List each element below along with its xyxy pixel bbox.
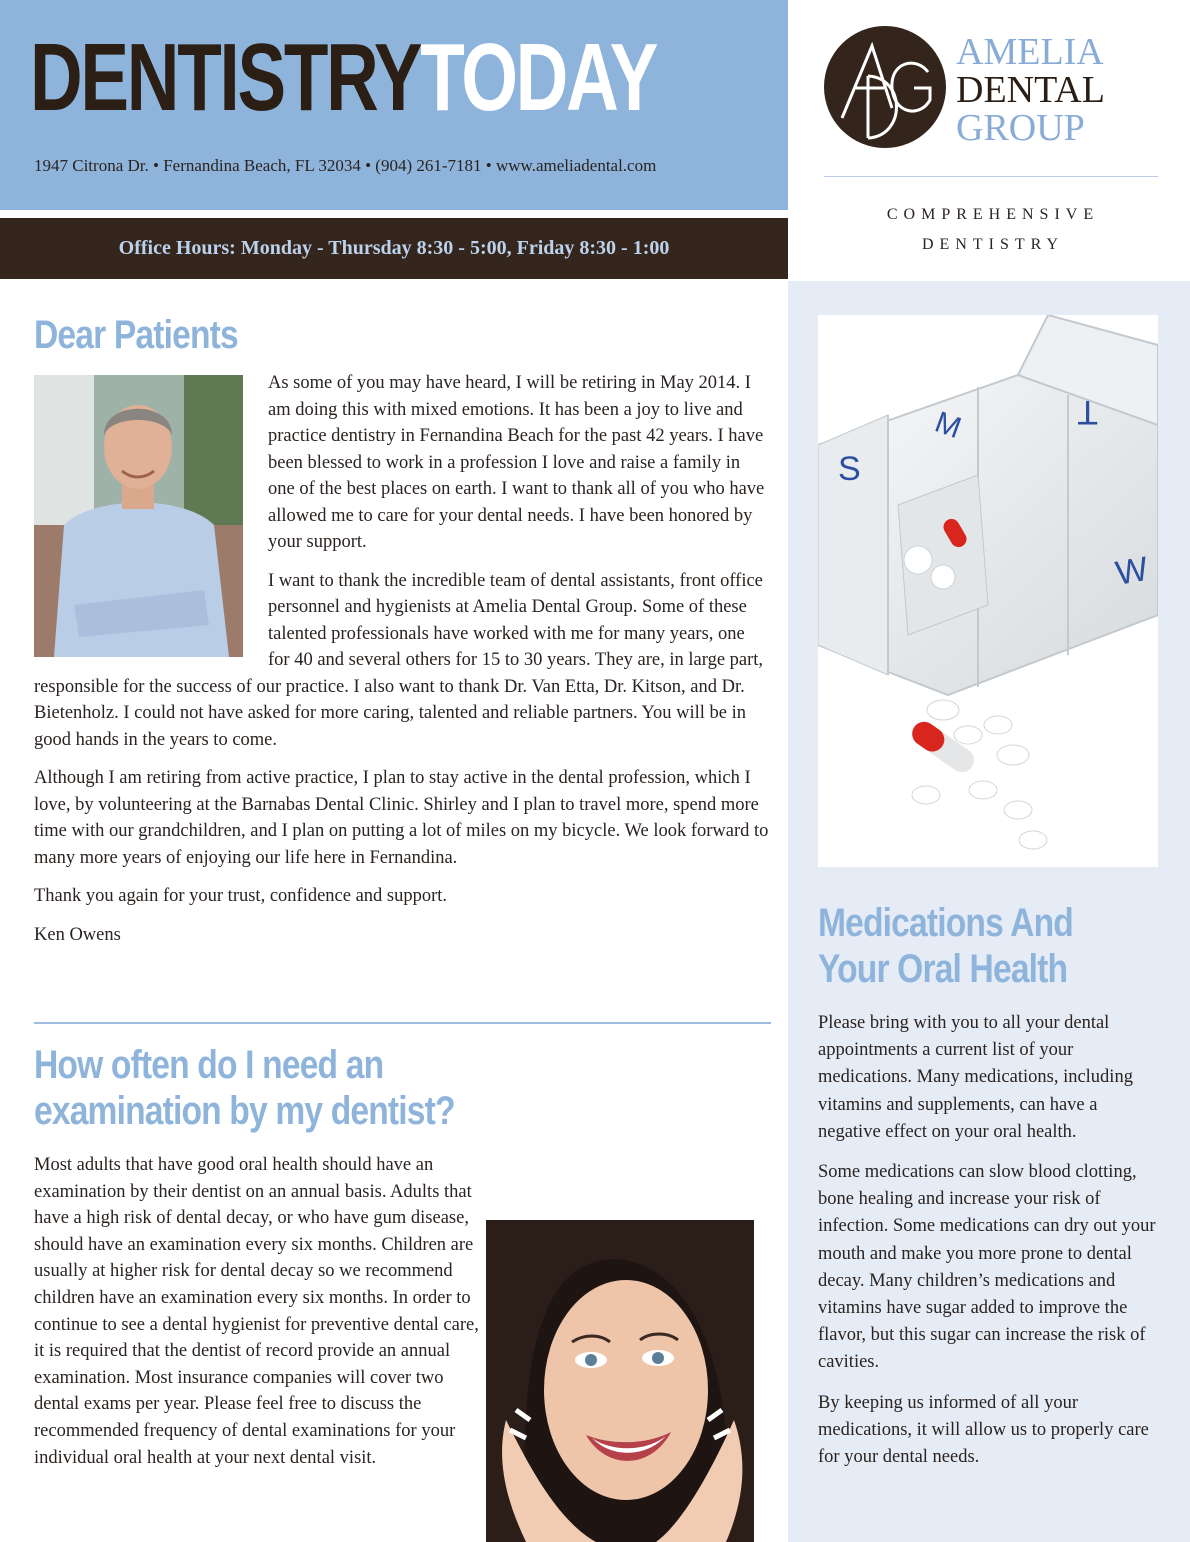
pillbox-letter-m: M <box>930 405 966 446</box>
logo-wordmark <box>956 33 1105 147</box>
tagline-line2: DENTISTRY <box>922 236 1064 253</box>
letter-signature: Ken Owens <box>34 924 121 945</box>
tagline <box>820 200 1166 260</box>
address-line: 1947 Citrona Dr. • Fernandina Beach, FL 32034 • (904) 261-7181 • www.ameliadental.com <box>34 156 657 175</box>
exam-paragraph: Most adults that have good oral health should have an examination by their dentist on an annual basis. Adults that have a high risk of dental decay, or who have gum disease, should have an examination every six months. Children are usually at higher risk for dental decay so we recommend children have an examination every six months. In order to continue to see a dental hygienist for preventive dental care, it is required that the dentist of record provide an annual examination. Most insurance companies will cover two dental exams per year. Please feel free to discuss the recommended frequency of dental examinations for your individual oral health at your next dental visit. <box>34 1155 479 1468</box>
medications-paragraph-3: By keeping us informed of all your medications, it will allow us to properly care for your dental needs. <box>818 1392 1149 1468</box>
masthead-word-today: TODAY <box>420 24 657 131</box>
letter-paragraph-3: Although I am retiring from active practice, I plan to stay active in the dental profession, which I love, by volunteering at the Barnabas Dental Clinic. Shirley and I plan to travel more, spend more time with our grandchildren, and I plan on putting a lot of miles on my bicycle. We look forward to many more years of enjoying our life here in Fernandina. <box>34 768 769 868</box>
medications-title-line1: Medications And <box>818 901 1073 945</box>
medications-body <box>818 1010 1163 1484</box>
office-hours-bar: Office Hours: Monday - Thursday 8:30 - 5:00, Friday 8:30 - 1:00 <box>0 218 788 279</box>
logo-monogram-icon <box>824 26 946 148</box>
letter-paragraph-4: Thank you again for your trust, confidence and support. <box>34 886 448 906</box>
smiling-woman-photo <box>486 1220 754 1542</box>
masthead-word-dentistry: DENTISTRY <box>30 24 421 131</box>
letter-body <box>34 370 769 960</box>
section-divider <box>34 1022 771 1024</box>
pill-organizer-photo <box>818 315 1158 867</box>
medications-title-line2: Your Oral Health <box>818 947 1068 991</box>
pillbox-letter-t: T <box>1077 393 1098 431</box>
logo-name-dental: DENTAL <box>956 69 1105 111</box>
medications-paragraph-2: Some medications can slow blood clotting, bone healing and increase your risk of infection. Some medications can dry out your mouth and make you more prone to dental decay. Many children’s medications and vitamins have sugar added to improve the flavor, but this sugar can increase the risk of cavities. <box>818 1162 1156 1373</box>
photo-spacer <box>34 370 268 660</box>
pillbox-letter-s: S <box>838 450 861 488</box>
tagline-line1: COMPREHENSIVE <box>886 206 1100 223</box>
dear-patients-title: Dear Patients <box>34 313 238 357</box>
logo-name-amelia: AMELIA <box>956 31 1104 73</box>
medications-paragraph-1: Please bring with you to all your dental appointments a current list of your medications. Many medications, including vitamins and supplements, can have a negative effect on your oral health. <box>818 1013 1133 1142</box>
pillbox-letter-w: W <box>1112 549 1151 593</box>
logo-divider <box>824 176 1158 177</box>
logo-name-group: GROUP <box>956 107 1085 149</box>
letter-paragraph-2: I want to thank the incredible team of dental assistants, front office personnel and hygienists at Amelia Dental Group. Some of these talented professionals have worked with me for many years, one for 40 and several others for 15 to 30 years. They are, in large part, responsible for the success of our practice. I also want to thank Dr. Van Etta, Dr. Kitson, and Dr. Bietenholz. I could not have asked for more caring, talented and reliable partners. You will be in good hands in the years to come. <box>34 570 764 750</box>
exam-title-line1: How often do I need an <box>34 1043 384 1087</box>
exam-title <box>34 1042 455 1134</box>
masthead-title <box>30 24 657 131</box>
medications-title <box>818 900 1120 992</box>
exam-title-line2: examination by my dentist? <box>34 1089 455 1133</box>
letter-paragraph-1: As some of you may have heard, I will be retiring in May 2014. I am doing this with mixed emotions. It has been a joy to live and practice dentistry in Fernandina Beach for the past 42 years. I have been blessed to work in a profession I love and raise a family in one of the best places on earth. I want to thank all of you who have allowed me to care for your dental needs. I have been honored by your support. <box>268 373 765 552</box>
